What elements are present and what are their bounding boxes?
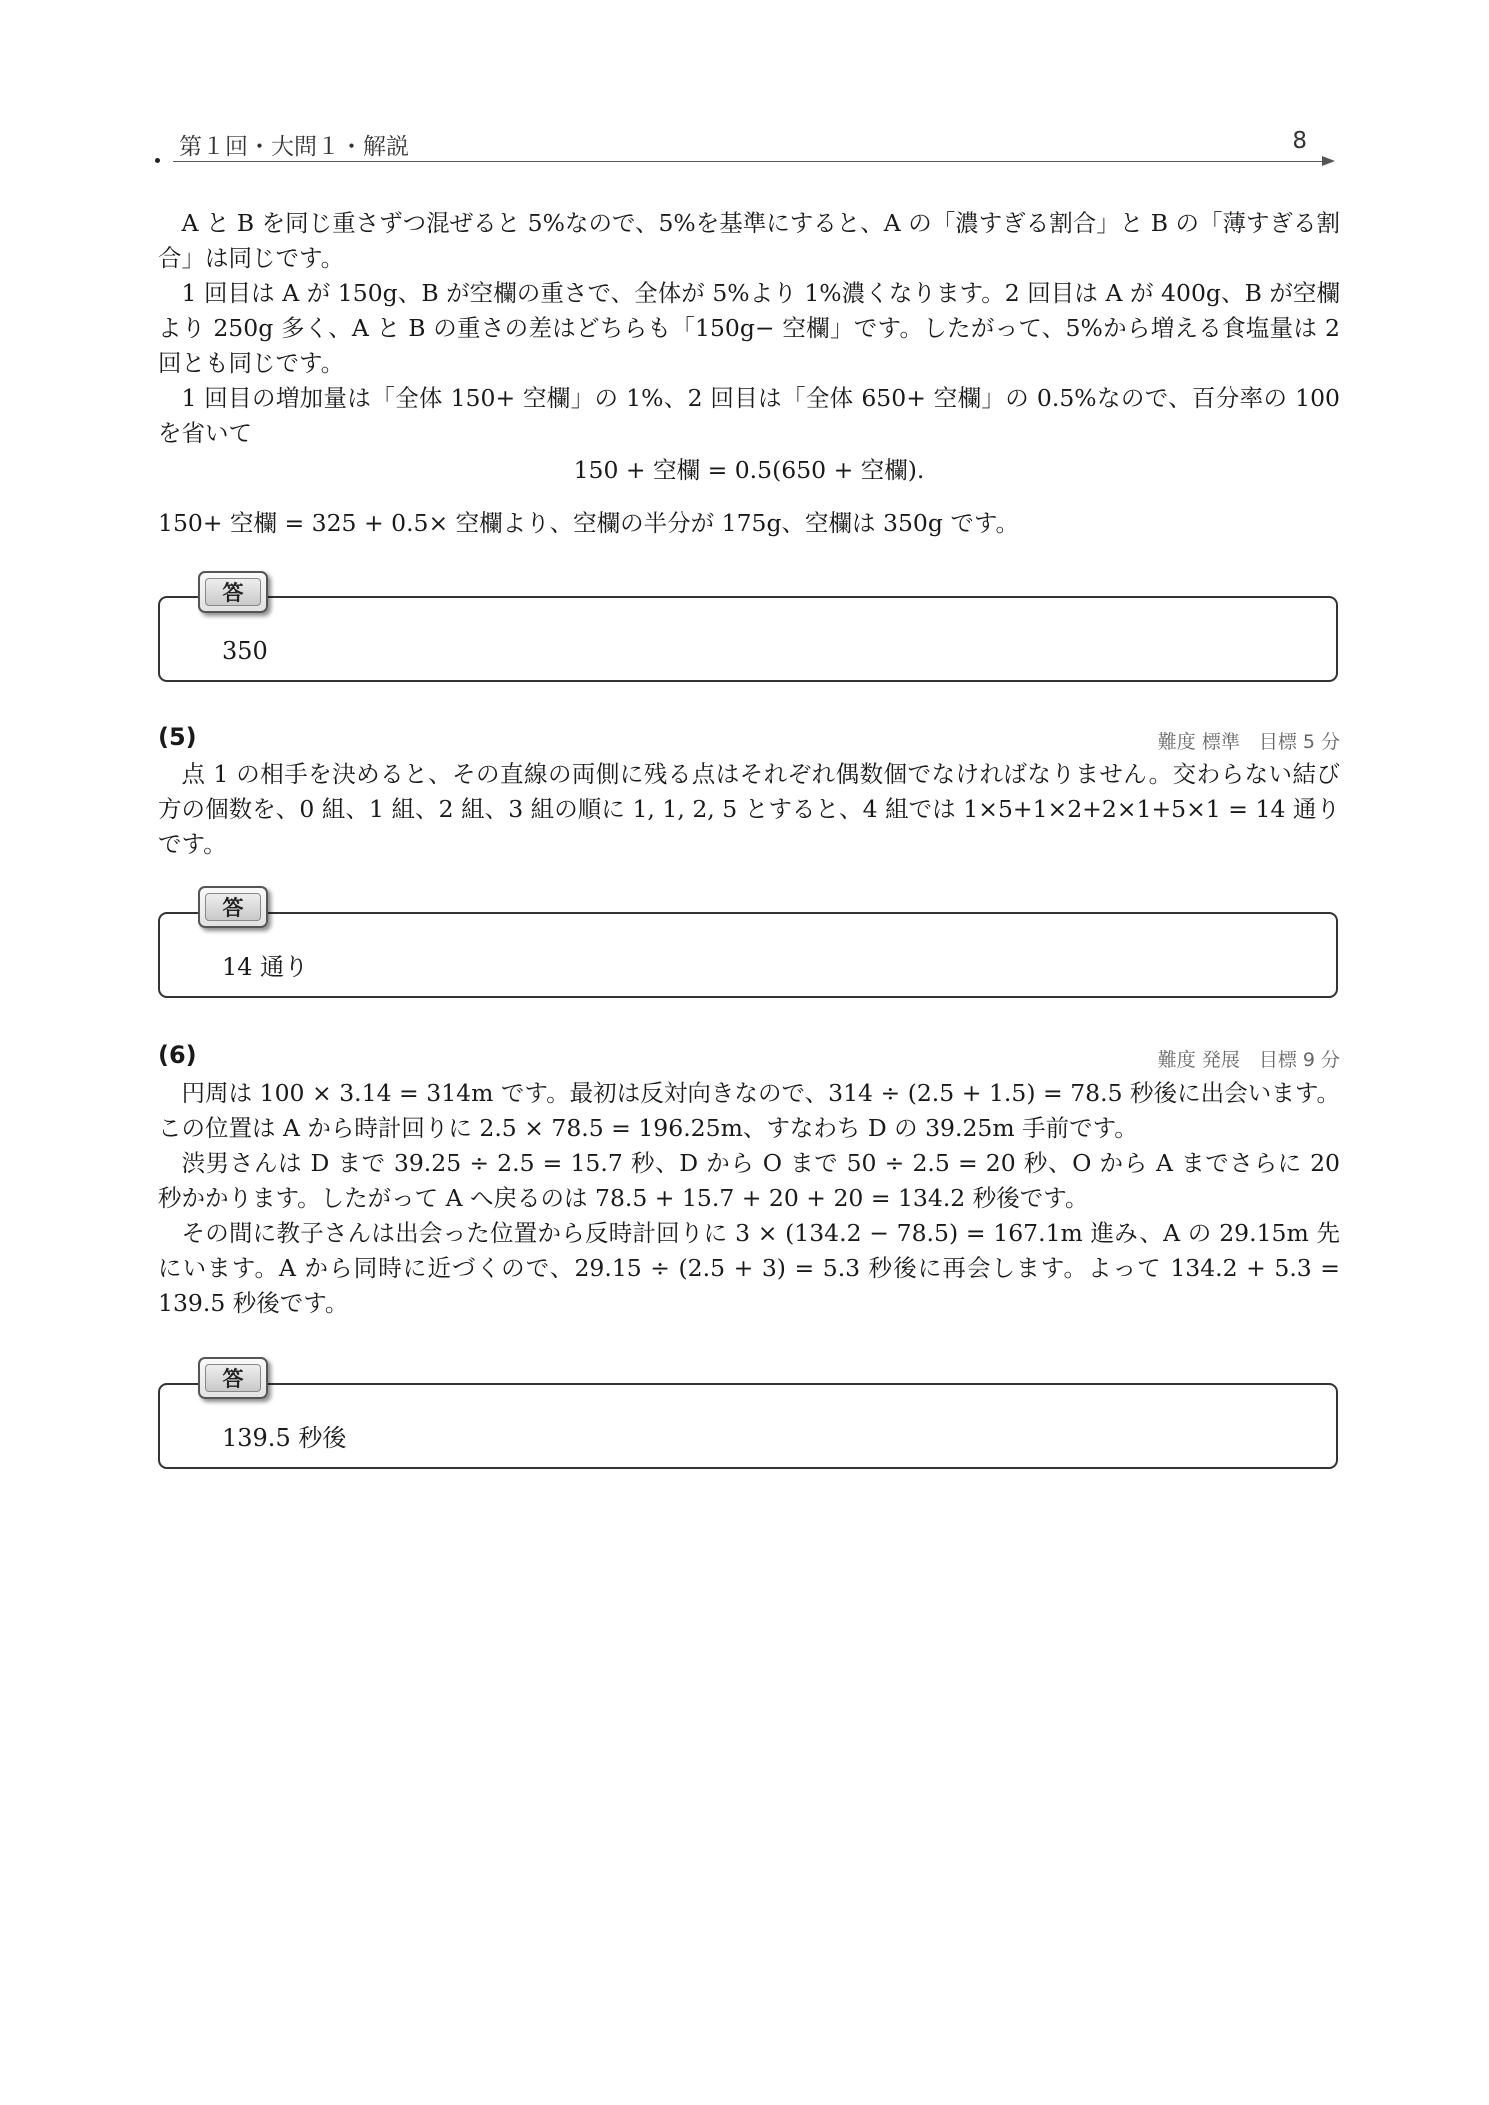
header-title: 第１回・大問１・解説 bbox=[179, 134, 409, 160]
p6-paragraph-3: その間に教子さんは出会った位置から反時計回りに 3 × (134.2 − 78.5) = 167.1m 進み、A の 29.15m 先にいます。A から同時に近づくので、29.15 ÷ (2.5 + 3) = 5.3 秒後に再会します。よって 134.2 + 5.3 = 139.5 秒後です。 bbox=[158, 1219, 1340, 1317]
p4-answer-box bbox=[158, 596, 1338, 682]
p4-answer-label bbox=[198, 571, 268, 613]
p5-answer-label bbox=[198, 886, 268, 928]
p4-paragraph-2: 1 回目は A が 150g、B が空欄の重さで、全体が 5%より 1%濃くなります。2 回目は A が 400g、B が空欄より 250g 多く、A と B の重さの差はどちらも「150g− 空欄」です。したがって、5%から増える食塩量は 2 回とも同じです。 bbox=[158, 279, 1340, 377]
p6-paragraph-1: 円周は 100 × 3.14 = 314m です。最初は反対向きなので、314 ÷ (2.5 + 1.5) = 78.5 秒後に出会います。この位置は A から時計回りに 2.5 × 78.5 = 196.25m、すなわち D の 39.25m 手前です。 bbox=[158, 1079, 1340, 1142]
page-number: 8 bbox=[1292, 128, 1307, 154]
running-header bbox=[155, 128, 1335, 164]
p4-paragraph-3: 1 回目の増加量は「全体 150+ 空欄」の 1%、2 回目は「全体 650+ 空欄」の 0.5%なので、百分率の 100 を省いて bbox=[158, 384, 1340, 447]
p4-answer-value: 350 bbox=[222, 637, 268, 665]
p5-answer-label-text: 答 bbox=[205, 893, 261, 921]
p6-answer-label-text: 答 bbox=[205, 1364, 261, 1392]
p6-paragraph-2: 渋男さんは D まで 39.25 ÷ 2.5 = 15.7 秒、D から O まで 50 ÷ 2.5 = 20 秒、O から A までさらに 20 秒かかります。したがって A へ戻るのは 78.5 + 15.7 + 20 + 20 = 134.2 秒後です。 bbox=[158, 1149, 1340, 1212]
p6-heading bbox=[158, 1041, 1340, 1075]
header-arrow-icon bbox=[1322, 156, 1335, 166]
p6-number: (6) bbox=[158, 1041, 197, 1069]
p6-answer-value: 139.5 秒後 bbox=[222, 1424, 347, 1452]
p5-heading bbox=[158, 723, 1340, 757]
header-bullet bbox=[155, 158, 160, 163]
p5-difficulty: 難度 標準 目標 5 分 bbox=[1157, 731, 1340, 753]
p4-paragraph-1: A と B を同じ重さずつ混ぜると 5%なので、5%を基準にすると、A の「濃すぎる割合」と B の「薄すぎる割合」は同じです。 bbox=[158, 209, 1340, 272]
header-rule bbox=[173, 161, 1323, 162]
p4-conclusion: 150+ 空欄 = 325 + 0.5× 空欄より、空欄の半分が 175g、空欄は 350g です。 bbox=[158, 509, 1019, 537]
p5-answer-box bbox=[158, 912, 1338, 998]
p4-equation: 150 + 空欄 = 0.5(650 + 空欄). bbox=[573, 456, 925, 484]
p5-number: (5) bbox=[158, 723, 197, 751]
p5-paragraph-1: 点 1 の相手を決めると、その直線の両側に残る点はそれぞれ偶数個でなければなりません。交わらない結び方の個数を、0 組、1 組、2 組、3 組の順に 1, 1, 2, 5 とすると、4 組では 1×5+1×2+2×1+5×1 = 14 通りです。 bbox=[158, 760, 1340, 858]
p4-answer-label-text: 答 bbox=[205, 578, 261, 606]
p5-answer-value: 14 通り bbox=[222, 953, 309, 981]
p6-answer-label bbox=[198, 1357, 268, 1399]
p6-difficulty: 難度 発展 目標 9 分 bbox=[1157, 1049, 1340, 1071]
